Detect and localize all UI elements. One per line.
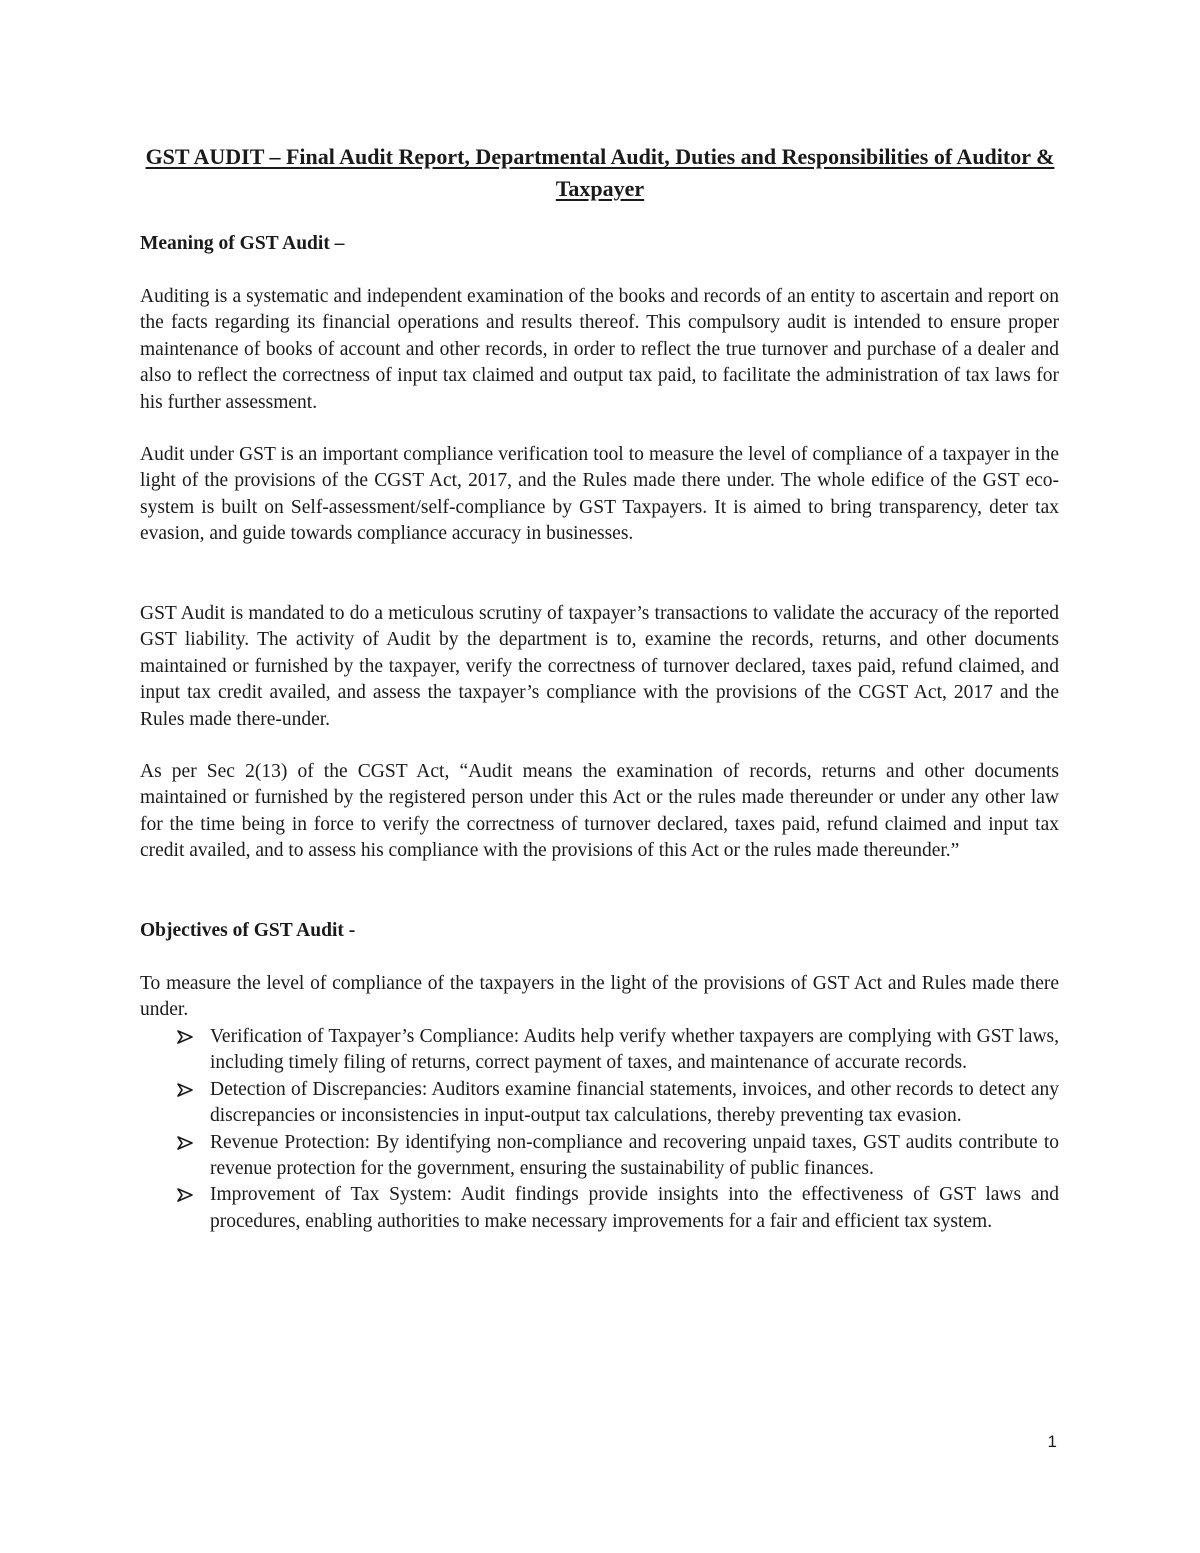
list-item bbox=[140, 1024, 1059, 1077]
paragraph-auditing-definition: Auditing is a systematic and independent examination of the books and records of an entity to ascertain and report on the facts regarding its financial operations and results thereof. This compulsory audit is intended to ensure proper maintenance of books of account and other records, in order to reflect the true turnover and purchase of a dealer and also to reflect the correctness of input tax claimed and output tax paid, to facilitate the administration of tax laws for his further assessment. bbox=[140, 286, 1059, 413]
section-heading-objectives: Objectives of GST Audit - bbox=[140, 920, 356, 941]
paragraph-audit-under-gst: Audit under GST is an important compliance verification tool to measure the level of compliance of a taxpayer in the light of the provisions of the CGST Act, 2017, and the Rules made there under. The whole edifice of the GST eco-system is built on Self-assessment/self-compliance by GST Taxpayers. It is aimed to bring transparency, deter tax evasion, and guide towards compliance accuracy in businesses. bbox=[140, 444, 1059, 545]
list-item bbox=[140, 1182, 1059, 1235]
list-item-text: Revenue Protection: By identifying non-compliance and recovering unpaid taxes, GST audits contribute to revenue protection for the government, ensuring the sustainability of public finances. bbox=[210, 1131, 1059, 1180]
section-heading-meaning: Meaning of GST Audit – bbox=[140, 233, 345, 254]
arrow-bullet-icon bbox=[176, 1077, 196, 1103]
list-item bbox=[140, 1077, 1059, 1130]
paragraph-gst-audit-mandate: GST Audit is mandated to do a meticulous scrutiny of taxpayer’s transactions to validate the accuracy of the reported GST liability. The activity of Audit by the department is to, examine the records, returns, and other documents maintained or furnished by the taxpayer, verify the correctness of turnover declared, taxes paid, refund claimed, and input tax credit availed, and assess the taxpayer’s compliance with the provisions of the CGST Act, 2017 and the Rules made there-under. bbox=[140, 603, 1059, 730]
page-number: 1 bbox=[1047, 1432, 1057, 1451]
list-item-text: Improvement of Tax System: Audit findings provide insights into the effectiveness of GST laws and procedures, enabling authorities to make necessary improvements for a fair and efficient tax system. bbox=[210, 1184, 1059, 1232]
arrow-bullet-icon bbox=[176, 1024, 196, 1050]
list-item bbox=[140, 1130, 1059, 1183]
list-item-text: Detection of Discrepancies: Auditors examine financial statements, invoices, and other records to detect any discrepancies or inconsistencies in input-output tax calculations, thereby preventing tax evasion. bbox=[210, 1078, 1059, 1127]
list-item-text: Verification of Taxpayer’s Compliance: Audits help verify whether taxpayers are complying with GST laws, including timely filing of returns, correct payment of taxes, and maintenance of accurate records. bbox=[210, 1026, 1059, 1074]
document-title: GST AUDIT – Final Audit Report, Departmental Audit, Duties and Responsibilities of Auditor & Taxpayer bbox=[145, 144, 1055, 201]
paragraph-sec-2-13-definition: As per Sec 2(13) of the CGST Act, “Audit means the examination of records, returns and other documents maintained or furnished by the registered person under this Act or the rules made thereunder or under any other law for the time being in force to verify the correctness of turnover declared, taxes paid, refund claimed and input tax credit availed, and to assess his compliance with the provisions of this Act or the rules made thereunder.” bbox=[140, 761, 1059, 862]
arrow-bullet-icon bbox=[176, 1130, 196, 1156]
paragraph-objectives-intro: To measure the level of compliance of the taxpayers in the light of the provisions of GST Act and Rules made there under. bbox=[140, 973, 1059, 1021]
objectives-list bbox=[140, 1024, 1059, 1235]
arrow-bullet-icon bbox=[176, 1182, 196, 1208]
